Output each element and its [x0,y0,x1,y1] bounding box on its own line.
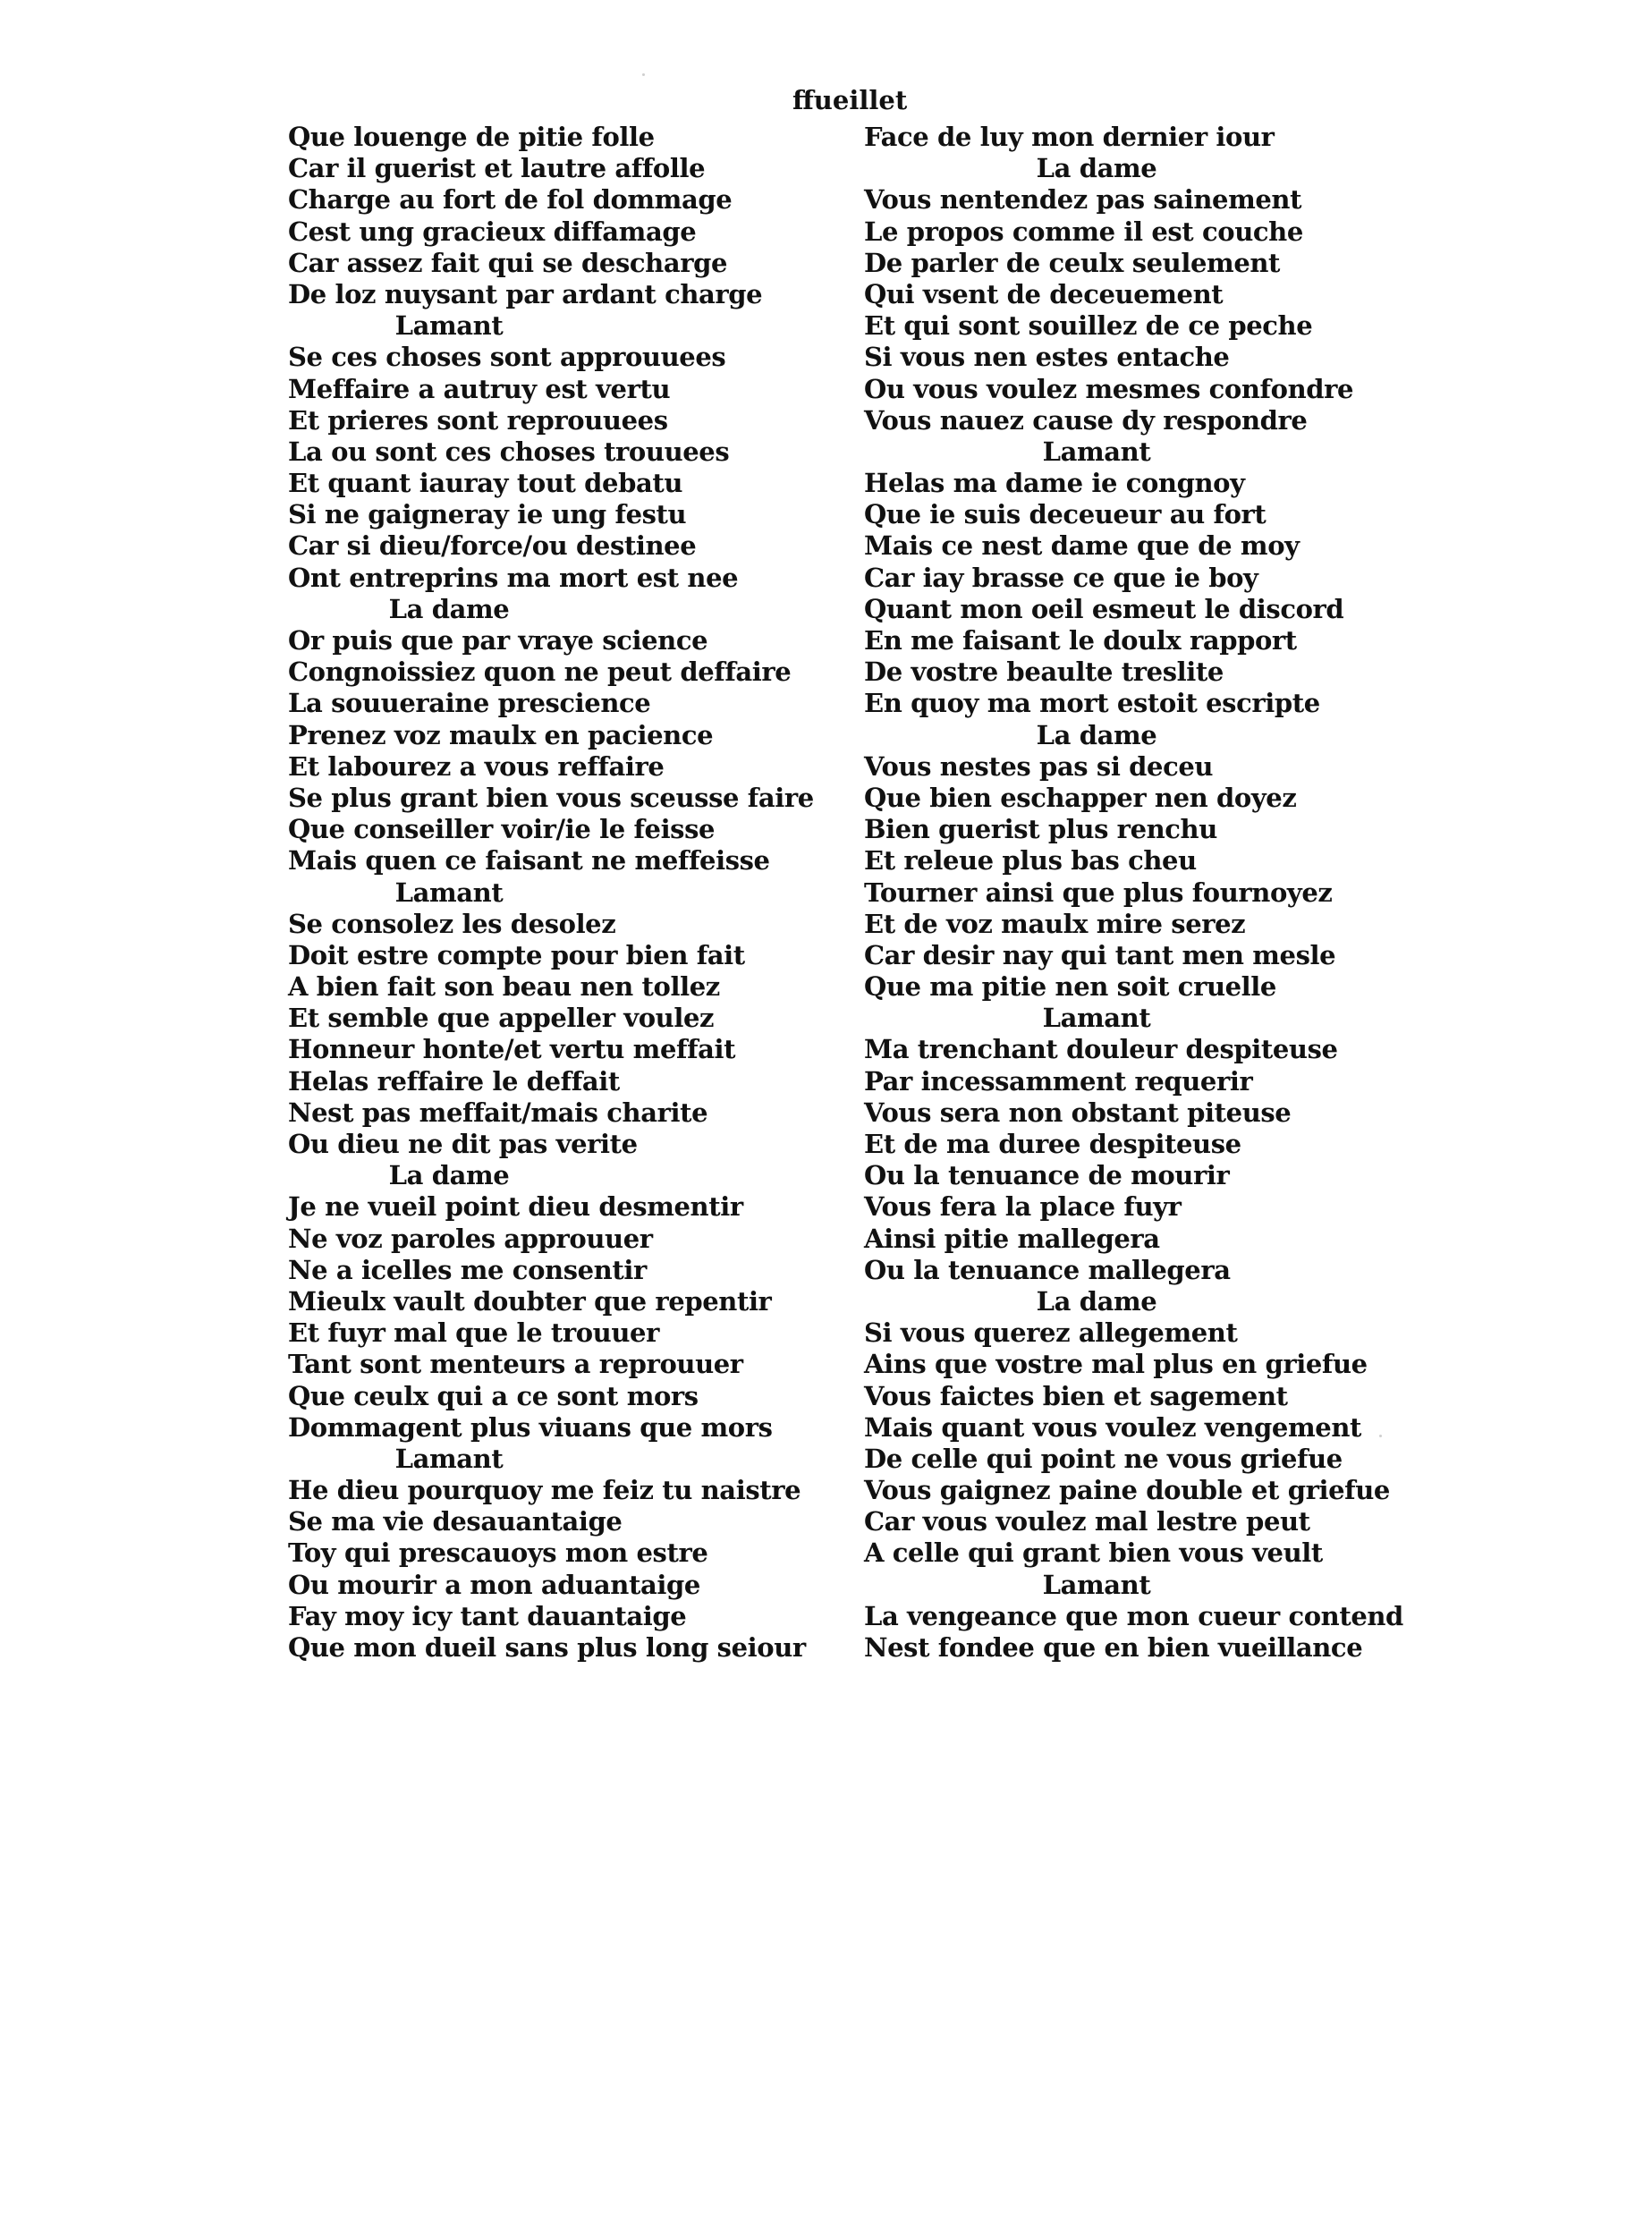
verse-line: Ou la tenuance de mourir [864,1160,1230,1191]
verse-line: Vous nauez cause dy respondre [864,404,1308,436]
verse-line: La vengeance que mon cueur contend [864,1600,1403,1631]
verse-line: Vous nestes pas si deceu [864,750,1214,782]
verse-line: Que mon dueil sans plus long seiour [288,1632,806,1663]
verse-line: Dommagent plus viuans que mors [288,1411,773,1443]
speaker-heading: Lamant [394,310,504,342]
verse-line: Et semble que appeller voulez [288,1003,715,1034]
verse-line: Ne a icelles me consentir [288,1254,647,1285]
verse-line: Que ie suis deceueur au fort [864,499,1267,530]
verse-line: De celle qui point ne vous griefue [864,1443,1343,1474]
verse-line: Que bien eschapper nen doyez [864,782,1297,813]
verse-line: Je ne vueil point dieu desmentir [288,1191,743,1223]
verse-line: Si vous querez allegement [864,1317,1238,1349]
verse-line: Qui vsent de deceuement [864,278,1224,309]
verse-line: Et quant iauray tout debatu [288,468,683,499]
verse-line: Car si dieu/force/ou destinee [288,530,697,562]
verse-line: Le propos comme il est couche [864,216,1303,247]
speaker-heading: Lamant [394,877,504,908]
verse-line: Helas ma dame ie congnoy [864,468,1245,499]
verse-line: Ma trenchant douleur despiteuse [864,1034,1338,1065]
verse-line: Or puis que par vraye science [288,625,708,656]
verse-line: Que conseiller voir/ie le feisse [288,814,716,845]
verse-line: Et prieres sont reprouuees [288,404,668,436]
verse-line: De parler de ceulx seulement [864,247,1281,278]
speaker-heading: La dame [388,1160,510,1191]
verse-line: A bien fait son beau nen tollez [288,971,720,1003]
verse-line: Ne voz paroles approuuer [288,1223,653,1254]
verse-line: Si ne gaigneray ie ung festu [288,499,687,530]
paper-speck [642,73,645,76]
verse-line: Car vous voulez mal lestre peut [864,1506,1310,1537]
verse-line: Car il guerist et lautre affolle [288,153,706,184]
left-column [288,122,843,1664]
verse-line: En quoy ma mort estoit escripte [864,688,1320,719]
verse-line: Ou dieu ne dit pas verite [288,1129,638,1159]
verse-line: Et labourez a vous reffaire [288,750,665,782]
verse-line: Car desir nay qui tant men mesle [864,939,1336,970]
verse-line: Se consolez les desolez [288,908,616,939]
speaker-heading: La dame [388,593,510,624]
verse-line: Vous sera non obstant piteuse [864,1097,1292,1128]
verse-line: Toy qui prescauoys mon estre [288,1537,708,1569]
verse-line: Se ma vie desauantaige [288,1506,623,1537]
verse-line: En me faisant le doulx rapport [864,625,1297,656]
verse-line: Vous nentendez pas sainement [864,184,1302,216]
verse-line: Honneur honte/et vertu meffait [288,1034,736,1065]
speaker-heading: La dame [1036,153,1157,184]
verse-line: Fay moy icy tant dauantaige [288,1600,687,1631]
verse-line: Et qui sont souillez de ce peche [864,310,1313,342]
verse-line: Si vous nen estes entache [864,342,1230,373]
verse-line: Nest pas meffait/mais charite [288,1097,708,1128]
verse-line: Car assez fait qui se descharge [288,247,728,278]
verse-line: Ont entreprins ma mort est nee [288,562,739,593]
verse-line: Par incessamment requerir [864,1065,1253,1097]
verse-line: Meffaire a autruy est vertu [288,373,671,404]
verse-line: Vous fera la place fuyr [864,1191,1182,1223]
verse-line: De loz nuysant par ardant charge [288,278,763,309]
verse-line: Mais ce nest dame que de moy [864,530,1300,562]
verse-line: Ou mourir a mon aduantaige [288,1569,700,1600]
verse-line: Nest fondee que en bien vueillance [864,1632,1363,1663]
verse-line: Mais quant vous voulez vengement [864,1411,1361,1443]
verse-line: Vous faictes bien et sagement [864,1380,1288,1411]
verse-line: Doit estre compte pour bien fait [288,939,745,970]
verse-line: Charge au fort de fol dommage [288,184,733,216]
verse-line: Cest ung gracieux diffamage [288,216,697,247]
verse-line: Prenez voz maulx en pacience [288,719,714,750]
verse-line: Quant mon oeil esmeut le discord [864,593,1344,624]
verse-line: Car iay brasse ce que ie boy [864,562,1258,593]
speaker-heading: Lamant [1042,1569,1151,1600]
verse-line: Tourner ainsi que plus fournoyez [864,877,1333,908]
verse-line: Ains que vostre mal plus en griefue [864,1349,1368,1380]
verse-line: Et releue plus bas cheu [864,845,1197,877]
verse-line: A celle qui grant bien vous veult [864,1537,1323,1569]
verse-line: Se plus grant bien vous sceusse faire [288,782,814,813]
speaker-heading: Lamant [1042,1003,1151,1034]
verse-line: Tant sont menteurs a reprouuer [288,1349,743,1380]
verse-line: Congnoissiez quon ne peut deffaire [288,656,792,688]
verse-line: La souueraine prescience [288,688,651,719]
right-column [864,122,1419,1664]
verse-line: Bien guerist plus renchu [864,814,1217,845]
verse-line: Mieulx vault doubter que repentir [288,1285,772,1317]
speaker-heading: Lamant [394,1443,504,1474]
speaker-heading: La dame [1036,719,1157,750]
speaker-heading: La dame [1036,1285,1157,1317]
verse-line: Mais quen ce faisant ne meffeisse [288,845,770,877]
verse-line: Helas reffaire le deffait [288,1065,620,1097]
verse-line: Ou la tenuance mallegera [864,1254,1231,1285]
verse-line: Ou vous voulez mesmes confondre [864,373,1354,404]
speaker-heading: Lamant [1042,436,1151,467]
verse-line: Et fuyr mal que le trouuer [288,1317,659,1349]
verse-line: Vous gaignez paine double et griefue [864,1475,1390,1506]
verse-line: Face de luy mon dernier iour [864,122,1275,152]
verse-line: Que louenge de pitie folle [288,122,655,152]
verse-line: De vostre beaulte treslite [864,656,1224,688]
verse-line: La ou sont ces choses trouuees [288,436,730,467]
verse-line: Que ceulx qui a ce sont mors [288,1380,699,1411]
verse-line: He dieu pourquoy me feiz tu naistre [288,1475,801,1506]
verse-line: Et de ma duree despiteuse [864,1129,1241,1159]
verse-line: Que ma pitie nen soit cruelle [864,971,1276,1003]
verse-line: Et de voz maulx mire serez [864,908,1246,939]
running-header: ffueillet [792,85,908,115]
verse-line: Ainsi pitie mallegera [864,1223,1160,1254]
verse-line: Se ces choses sont approuuees [288,342,726,373]
